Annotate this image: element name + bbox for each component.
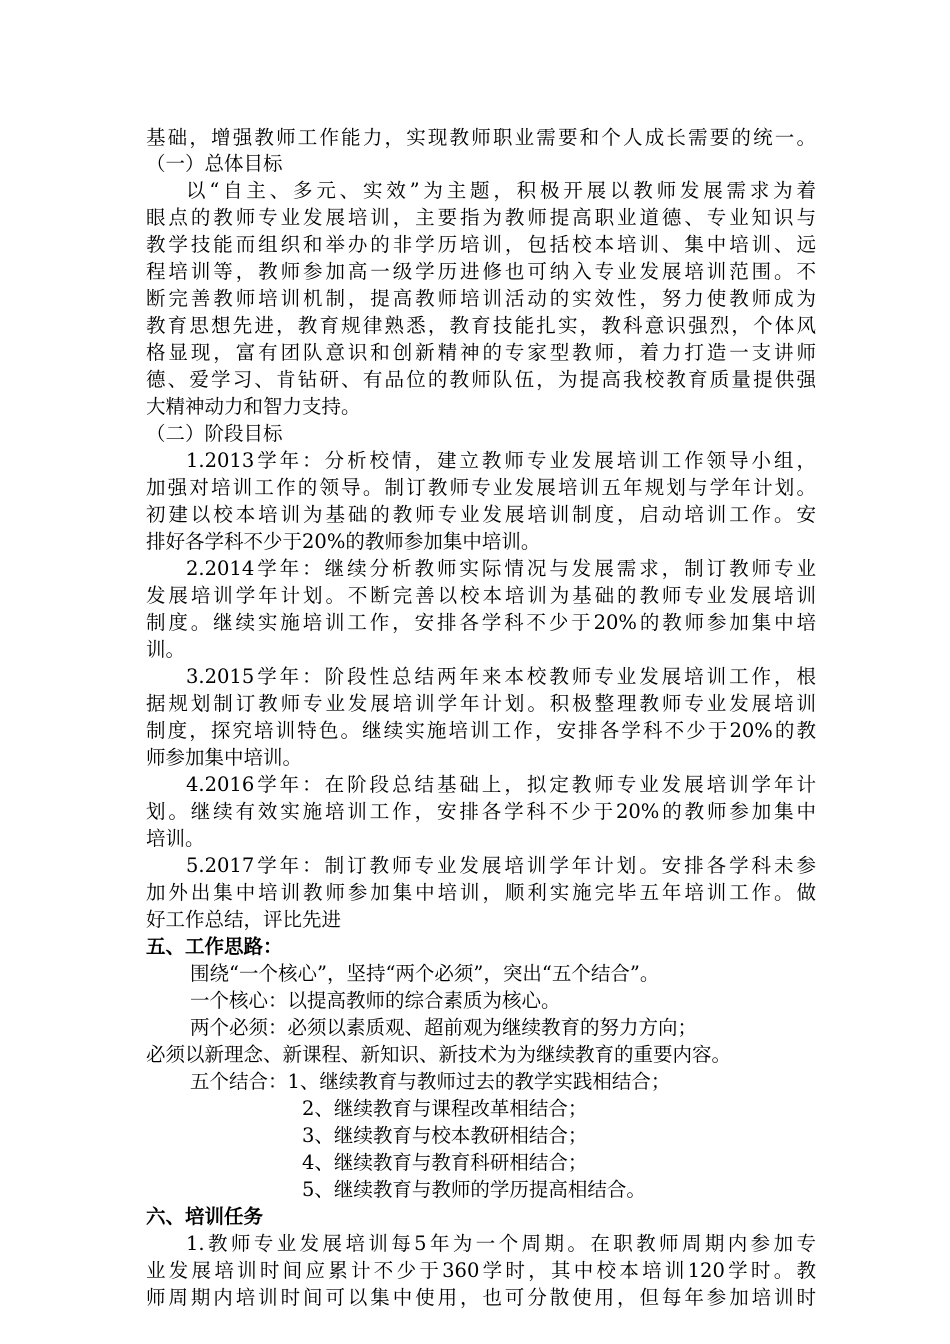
text-line: 5.2017学年：制订教师专业发展培训学年计划。安排各学科未参 [186, 854, 816, 877]
text-line: 围绕“一个核心”，坚持“两个必须”，突出“五个结合”。 [190, 962, 660, 985]
text-line: 发展培训学年计划。不断完善以校本培训为基础的教师专业发展培训 [146, 584, 816, 607]
text-line: 大精神动力和智力支持。 [146, 395, 361, 418]
list-item: 5、继续教育与教师的学历提高相结合。 [302, 1178, 646, 1201]
text-line: 4.2016学年：在阶段总结基础上，拟定教师专业发展培训学年计 [186, 773, 816, 796]
text-line: 1.2013学年：分析校情，建立教师专业发展培训工作领导小组， [186, 449, 816, 472]
text-line: 初建以校本培训为基础的教师专业发展培训制度，启动培训工作。安 [146, 503, 816, 526]
text-line: 加外出集中培训教师参加集中培训，顺利实施完毕五年培训工作。做 [146, 881, 816, 904]
text-line: 培训。 [146, 827, 205, 850]
text-line: 德、爱学习、肯钻研、有品位的教师队伍，为提高我校教育质量提供强 [146, 368, 816, 391]
list-item: 2、继续教育与课程改革相结合； [302, 1097, 588, 1120]
text-line: 1.教师专业发展培训每5年为一个周期。在职教师周期内参加专 [186, 1232, 816, 1255]
text-line: 划。继续有效实施培训工作，安排各学科不少于20%的教师参加集中 [146, 800, 816, 823]
text-line: 一个核心：以提高教师的综合素质为核心。 [190, 989, 561, 1012]
section-heading-work-approach: 五、工作思路： [146, 935, 283, 958]
text-line: 五个结合：1、继续教育与教师过去的教学实践相结合； [190, 1070, 671, 1093]
text-line: 训。 [146, 638, 186, 661]
list-item: 3、继续教育与校本教研相结合； [302, 1124, 588, 1147]
text-line: 师参加集中培训。 [146, 746, 303, 769]
text-line: 两个必须：必须以素质观、超前观为继续教育的努力方向； [190, 1016, 698, 1039]
section-heading-training-tasks: 六、培训任务 [146, 1205, 264, 1228]
text-line: 程培训等，教师参加高一级学历进修也可纳入专业发展培训范围。不 [146, 260, 816, 283]
text-line: 制度，探究培训特色。继续实施培训工作，安排各学科不少于20%的教 [146, 719, 816, 742]
text-line: 以“自主、多元、实效”为主题，积极开展以教师发展需求为着 [186, 179, 816, 202]
text-line: 格显现，富有团队意识和创新精神的专家型教师，着力打造一支讲师 [146, 341, 816, 364]
text-line: 教育思想先进，教育规律熟悉，教育技能扎实，教科意识强烈，个体风 [146, 314, 816, 337]
text-line: 加强对培训工作的领导。制订教师专业发展培训五年规划与学年计划。 [146, 476, 816, 499]
text-line: 好工作总结，评比先进 [146, 908, 342, 931]
text-line: 据规划制订教师专业发展培训学年计划。积极整理教师专业发展培训 [146, 692, 816, 715]
text-line: 教学技能而组织和举办的非学历培训，包括校本培训、集中培训、远 [146, 233, 816, 256]
subheading-overall-goal: （一）总体目标 [146, 152, 283, 175]
text-line: 业发展培训时间应累计不少于360学时，其中校本培训120学时。教 [146, 1259, 816, 1282]
subheading-stage-goal: （二）阶段目标 [146, 422, 283, 445]
text-line: 3.2015学年：阶段性总结两年来本校教师专业发展培训工作，根 [186, 665, 816, 688]
text-line: 师周期内培训时间可以集中使用，也可分散使用，但每年参加培训时 [146, 1286, 816, 1309]
text-line: 2.2014学年：继续分析教师实际情况与发展需求，制订教师专业 [186, 557, 816, 580]
text-line: 眼点的教师专业发展培训，主要指为教师提高职业道德、专业知识与 [146, 206, 816, 229]
text-line: 制度。继续实施培训工作，安排各学科不少于20%的教师参加集中培 [146, 611, 816, 634]
text-line: 断完善教师培训机制，提高教师培训活动的实效性，努力使教师成为 [146, 287, 816, 310]
text-line: 必须以新理念、新课程、新知识、新技术为为继续教育的重要内容。 [146, 1043, 732, 1066]
text-line: 基础，增强教师工作能力，实现教师职业需要和个人成长需要的统一。 [146, 126, 816, 149]
list-item: 4、继续教育与教育科研相结合； [302, 1151, 588, 1174]
text-line: 排好各学科不少于20%的教师参加集中培训。 [146, 530, 541, 553]
